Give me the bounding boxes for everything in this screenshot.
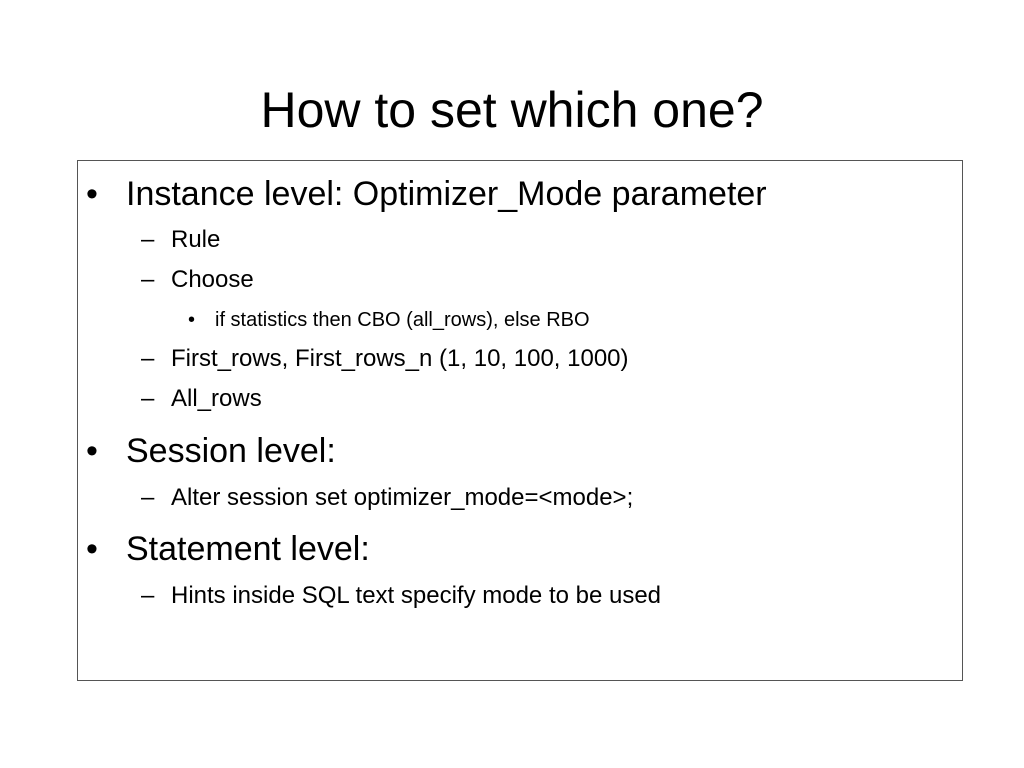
- bullet-text: Statement level:: [126, 530, 370, 568]
- dash-icon: –: [141, 484, 155, 511]
- slide-title: How to set which one?: [260, 82, 764, 138]
- sub-bullet-text: Rule: [171, 226, 221, 253]
- bullet-text: Instance level: Optimizer_Mode parameter: [126, 175, 767, 213]
- sub-bullet-text: All_rows: [171, 385, 262, 412]
- sub-sub-bullet-text: if statistics then CBO (all_rows), else RBO: [215, 309, 590, 331]
- sub-bullet-text: First_rows, First_rows_n (1, 10, 100, 1000): [171, 345, 629, 372]
- dash-icon: –: [141, 266, 155, 293]
- sub-bullet-text: Hints inside SQL text specify mode to be used: [171, 582, 662, 609]
- dash-icon: –: [141, 385, 155, 412]
- bullet-text: Session level:: [126, 432, 336, 470]
- sub-bullet-text: Choose: [171, 266, 254, 293]
- bullet-dot-icon: •: [188, 309, 196, 331]
- sub-bullet-text: Alter session set optimizer_mode=<mode>;: [171, 484, 634, 511]
- dash-icon: –: [141, 226, 155, 253]
- bullet-dot-icon: •: [86, 175, 98, 213]
- bullet-dot-icon: •: [86, 432, 98, 470]
- content-box: [77, 160, 963, 681]
- bullet-dot-icon: •: [86, 530, 98, 568]
- dash-icon: –: [141, 582, 155, 609]
- dash-icon: –: [141, 345, 155, 372]
